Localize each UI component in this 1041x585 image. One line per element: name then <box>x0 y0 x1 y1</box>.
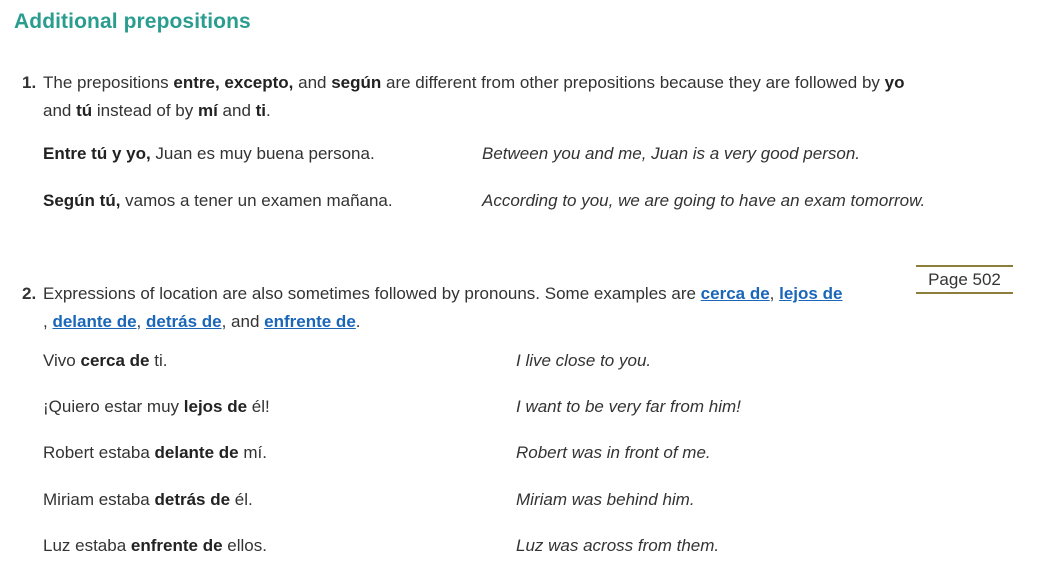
text-run: and <box>43 101 77 120</box>
example-english: Between you and me, Juan is a very good person. <box>482 144 861 163</box>
section-heading: Additional prepositions <box>14 10 251 33</box>
text-run: . <box>355 312 361 331</box>
link-lejos-de[interactable]: lejos de <box>779 284 843 303</box>
link-cerca-de[interactable]: cerca de <box>700 284 770 303</box>
text-run: Juan es muy buena persona. <box>150 144 375 163</box>
text-run: ellos. <box>222 536 267 555</box>
example-spanish <box>43 443 267 463</box>
link-delante-de[interactable]: delante de <box>52 312 137 331</box>
text-run: él. <box>230 490 253 509</box>
text-run: are different from other prepositions because they are followed by <box>381 73 885 92</box>
text-run: , <box>136 312 146 331</box>
text-run: mí. <box>238 443 267 462</box>
link-enfrente-de[interactable]: enfrente de <box>264 312 356 331</box>
example-spanish <box>43 536 267 556</box>
example-english: Luz was across from them. <box>516 536 720 555</box>
bold-term: mí <box>197 101 218 120</box>
text-run: él! <box>247 397 270 416</box>
example-english: According to you, we are going to have an exam tomorrow. <box>482 191 926 210</box>
bold-term: yo <box>884 73 905 92</box>
text-run: , <box>43 312 53 331</box>
bold-term: según <box>331 73 382 92</box>
text-run: ti. <box>149 351 168 370</box>
item-number: 1. <box>22 73 37 92</box>
example-spanish <box>43 191 393 211</box>
link-detras-de[interactable]: detrás de <box>146 312 222 331</box>
bold-term: lejos de <box>183 397 248 416</box>
text-run: , <box>769 284 780 303</box>
item-number: 2. <box>22 284 37 303</box>
example-spanish <box>43 490 253 510</box>
text-run: and <box>217 101 256 120</box>
text-run: Luz estaba <box>43 536 131 555</box>
text-run: Miriam estaba <box>43 490 155 509</box>
text-run: Vivo <box>43 351 81 370</box>
bold-term: cerca de <box>80 351 150 370</box>
example-english: I want to be very far from him! <box>516 397 741 416</box>
text-run: ¡Quiero estar muy <box>43 397 184 416</box>
text-run: vamos a tener un examen mañana. <box>120 191 393 210</box>
list-item-1 <box>22 69 1012 125</box>
text-run: , and <box>221 312 265 331</box>
bold-term: Entre tú y yo, <box>43 144 151 163</box>
text-run: The prepositions <box>43 73 174 92</box>
text-run: Robert estaba <box>43 443 155 462</box>
item-2-text <box>43 280 915 336</box>
example-english: Miriam was behind him. <box>516 490 695 509</box>
example-spanish <box>43 351 167 371</box>
example-english: Robert was in front of me. <box>516 443 711 462</box>
example-spanish <box>43 397 270 417</box>
bold-term: ti <box>255 101 267 120</box>
page-number-marker: Page 502 <box>916 265 1013 294</box>
bold-term: entre, excepto, <box>173 73 294 92</box>
bold-term: detrás de <box>154 490 231 509</box>
example-spanish <box>43 144 375 164</box>
list-item-2 <box>22 280 915 336</box>
bold-term: delante de <box>154 443 239 462</box>
text-run: and <box>293 73 332 92</box>
bold-term: Según tú, <box>43 191 121 210</box>
bold-term: tú <box>76 101 93 120</box>
example-english: I live close to you. <box>516 351 652 370</box>
bold-term: enfrente de <box>130 536 223 555</box>
text-run: instead of by <box>92 101 198 120</box>
text-run: Expressions of location are also sometimes followed by pronouns. Some examples are <box>43 284 701 303</box>
text-run: . <box>266 101 271 120</box>
item-1-text <box>43 69 1012 125</box>
